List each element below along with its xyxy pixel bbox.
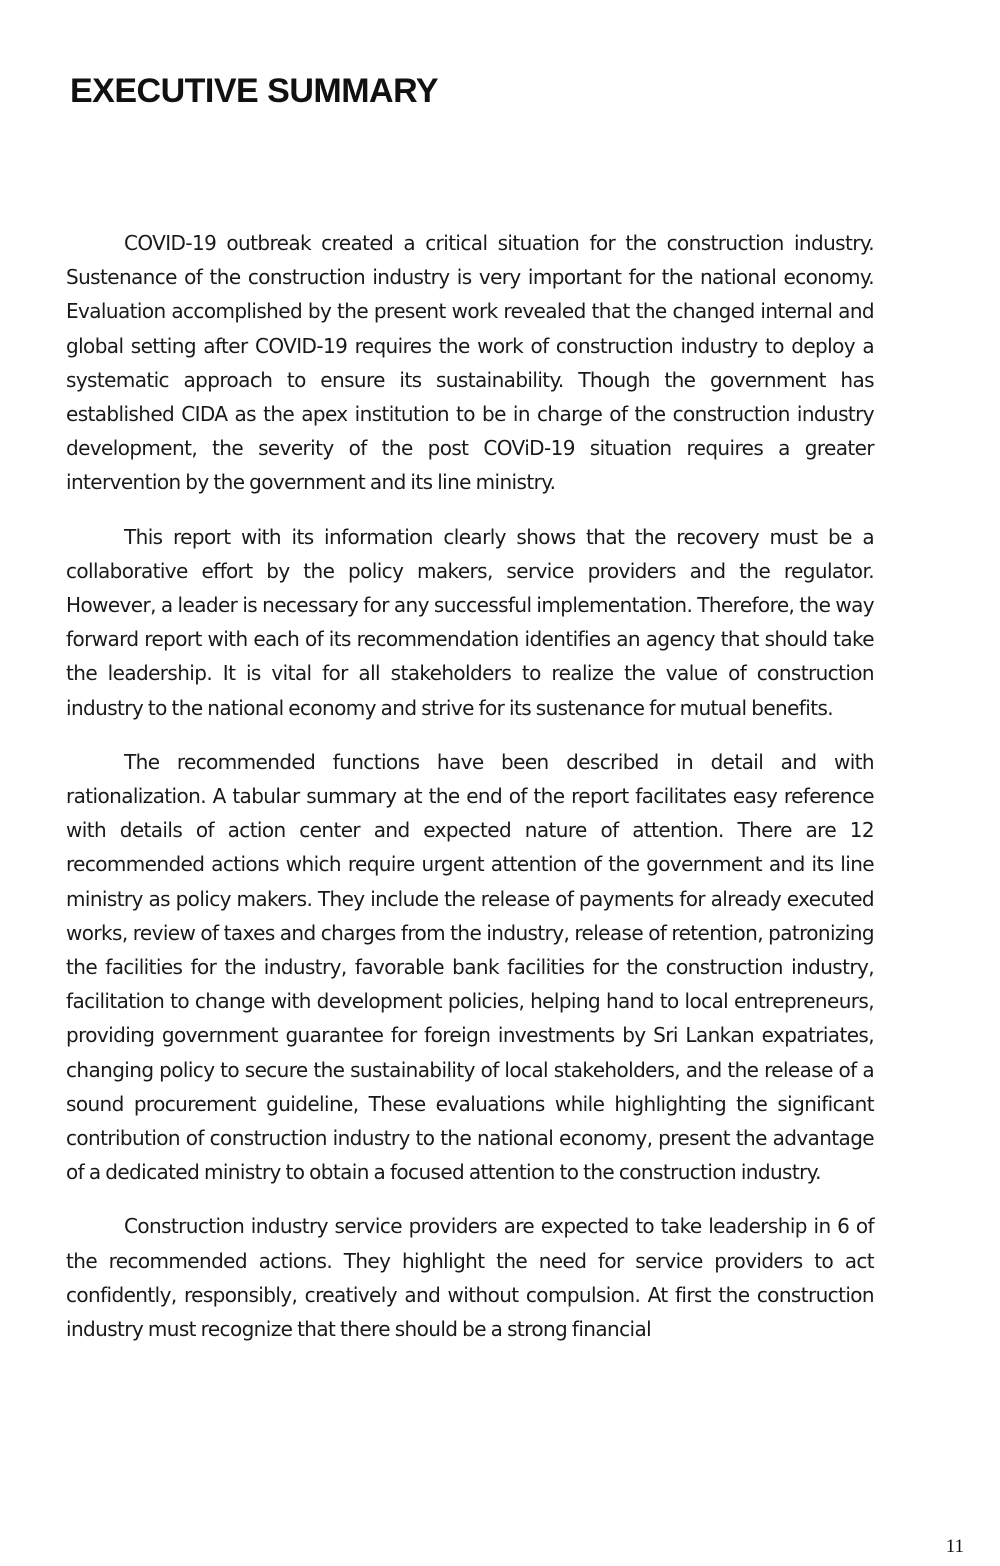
page-title: EXECUTIVE SUMMARY <box>70 72 439 110</box>
paragraph-1: COVID-19 outbreak created a critical situation for the construction industry. Sustenance of the construction industry is very important for the national economy. Evaluation accomplished by the present work revealed that the changed internal and global setting after COVID-19 requires the work of construction industry to deploy a systematic approach to ensure its sustainability. Though the government has established CIDA as the apex institution to be in charge of the construction industry development, the severity of the post COViD-19 situation requires a greater intervention by the government and its line ministry. <box>66 231 874 495</box>
paragraph-4: Construction industry service providers are expected to take leadership in 6 of the recommended actions. They highlight the need for service providers to act confidently, responsibly, creatively and without compulsion. At first the construction industry must recognize that there should be a strong financial <box>66 1214 874 1342</box>
page-number: 11 <box>945 1536 964 1557</box>
body-text <box>66 226 874 1366</box>
paragraph-3: The recommended functions have been described in detail and with rationalization. A tabular summary at the end of the report facilitates easy reference with details of action center and expected nature of attention. There are 12 recommended actions which require urgent attention of the government and its line ministry as policy makers. They include the release of payments for already executed works, review of taxes and charges from the industry, release of retention, patronizing the facilities for the industry, favorable bank facilities for the construction industry, facilitation to change with development policies, helping hand to local entrepreneurs, providing government guarantee for foreign investments by Sri Lankan expatriates, changing policy to secure the sustainability of local stakeholders, and the release of a sound procurement guideline, These evaluations while highlighting the significant contribution of construction industry to the national economy, present the advantage of a dedicated ministry to obtain a focused attention to the construction industry. <box>66 749 874 1185</box>
paragraph-2: This report with its information clearly shows that the recovery must be a collaborative effort by the policy makers, service providers and the regulator. However, a leader is necessary for any successful implementation. Therefore, the way forward report with each of its recommendation identifies an agency that should take the leadership. It is vital for all stakeholders to realize the value of construction industry to the national economy and strive for its sustenance for mutual benefits. <box>66 524 874 720</box>
